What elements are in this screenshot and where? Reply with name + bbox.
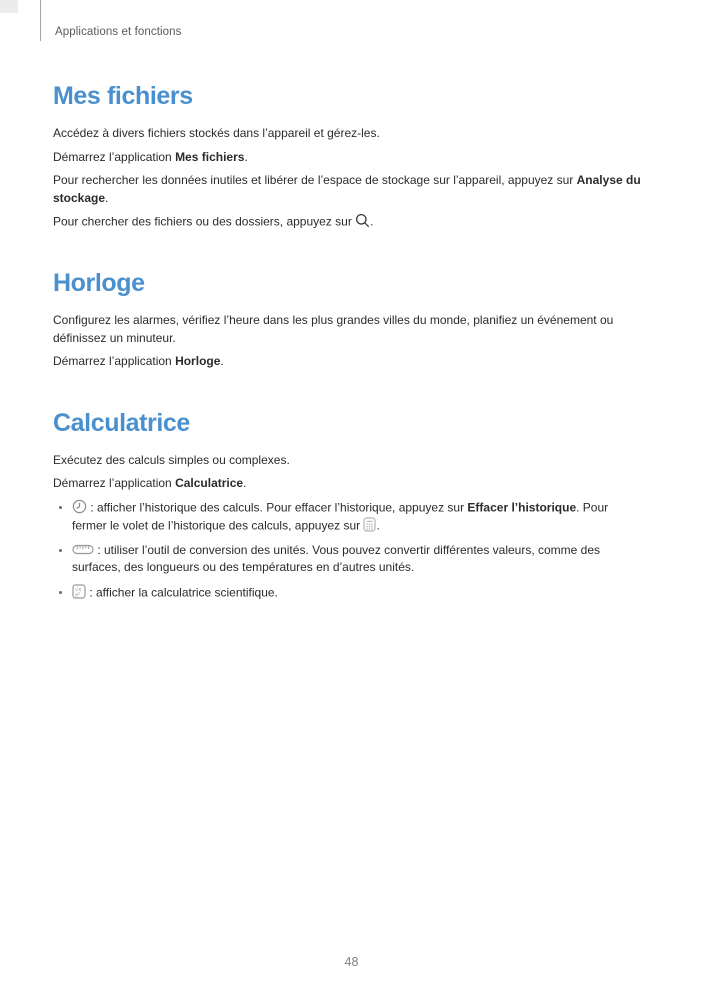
section-mes-fichiers (53, 82, 646, 231)
section-calculatrice (53, 409, 646, 602)
text-run: Démarrez l’application (53, 149, 176, 164)
bold-text-run: Analyse du stockage (53, 173, 641, 205)
text-run: : afficher l’historique des calculs. Pour effacer l’historique, appuyez sur (87, 500, 468, 514)
text-run: Accédez à divers fichiers stockés dans l’appareil et gérez-les. (53, 126, 380, 140)
section-title: Mes fichiers (53, 82, 193, 110)
text-run: : utiliser l’outil de conversion des unités. Vous pouvez convertir différentes valeurs, comme des surfaces, des longueurs ou des températures en d’autres unités. (72, 542, 601, 574)
bold-text-run: Mes fichiers (175, 149, 245, 164)
paragraph (53, 475, 646, 493)
paragraph (53, 353, 646, 371)
page-content (53, 82, 646, 609)
text-run: . (244, 149, 248, 164)
paragraph (53, 452, 646, 470)
running-header: Applications et fonctions (55, 26, 182, 38)
header-rule (40, 0, 41, 41)
text-run: Configurez les alarmes, vérifiez l’heure dans les plus grandes villes du monde, planifiez un événement ou définissez un minuteur. (53, 313, 614, 345)
text-run: Exécutez des calculs simples ou complexes. (53, 452, 290, 467)
paragraph (53, 172, 646, 207)
section-horloge (53, 269, 646, 371)
bold-text-run: Horloge (175, 354, 221, 368)
clock-icon (72, 499, 87, 514)
page-number: 48 (344, 955, 359, 969)
svg-text:√x: √x (75, 586, 82, 593)
section-title: Horloge (53, 269, 145, 297)
paragraph (53, 125, 646, 143)
text-run: Pour rechercher les données inutiles et libérer de l’espace de stockage sur l’appareil, appuyez sur (53, 173, 577, 187)
text-run: Pour chercher des fichiers ou des dossiers, appuyez sur (53, 214, 356, 229)
text-run: : afficher la calculatrice scientifique. (86, 585, 278, 599)
paragraph (53, 149, 646, 167)
text-run: Démarrez l’application (53, 354, 176, 368)
bullet-dot (59, 506, 62, 509)
bold-text-run: Effacer l’historique (467, 500, 577, 514)
text-run: . (220, 354, 224, 368)
text-run: . (376, 518, 380, 532)
text-run: . (370, 214, 374, 229)
bullet-item (53, 542, 646, 577)
bullet-item (53, 584, 646, 602)
keypad-icon (363, 517, 376, 532)
search-icon (355, 213, 370, 228)
sci-calculator-icon (72, 584, 86, 599)
section-title: Calculatrice (53, 408, 190, 437)
paragraph (53, 312, 646, 347)
bullet-dot (59, 549, 62, 552)
text-run: Démarrez l’application (53, 476, 176, 490)
svg-text:e²: e² (75, 591, 81, 598)
corner-mark (0, 0, 18, 13)
bold-text-run: Calculatrice (175, 476, 244, 490)
text-run: . Pour fermer le volet de l’historique des calculs, appuyez sur (72, 500, 609, 532)
ruler-icon (72, 543, 94, 556)
bullet-dot (59, 591, 62, 594)
bullet-item (53, 499, 646, 535)
text-run: . (243, 476, 247, 490)
text-run: . (105, 190, 109, 205)
paragraph (53, 213, 646, 231)
